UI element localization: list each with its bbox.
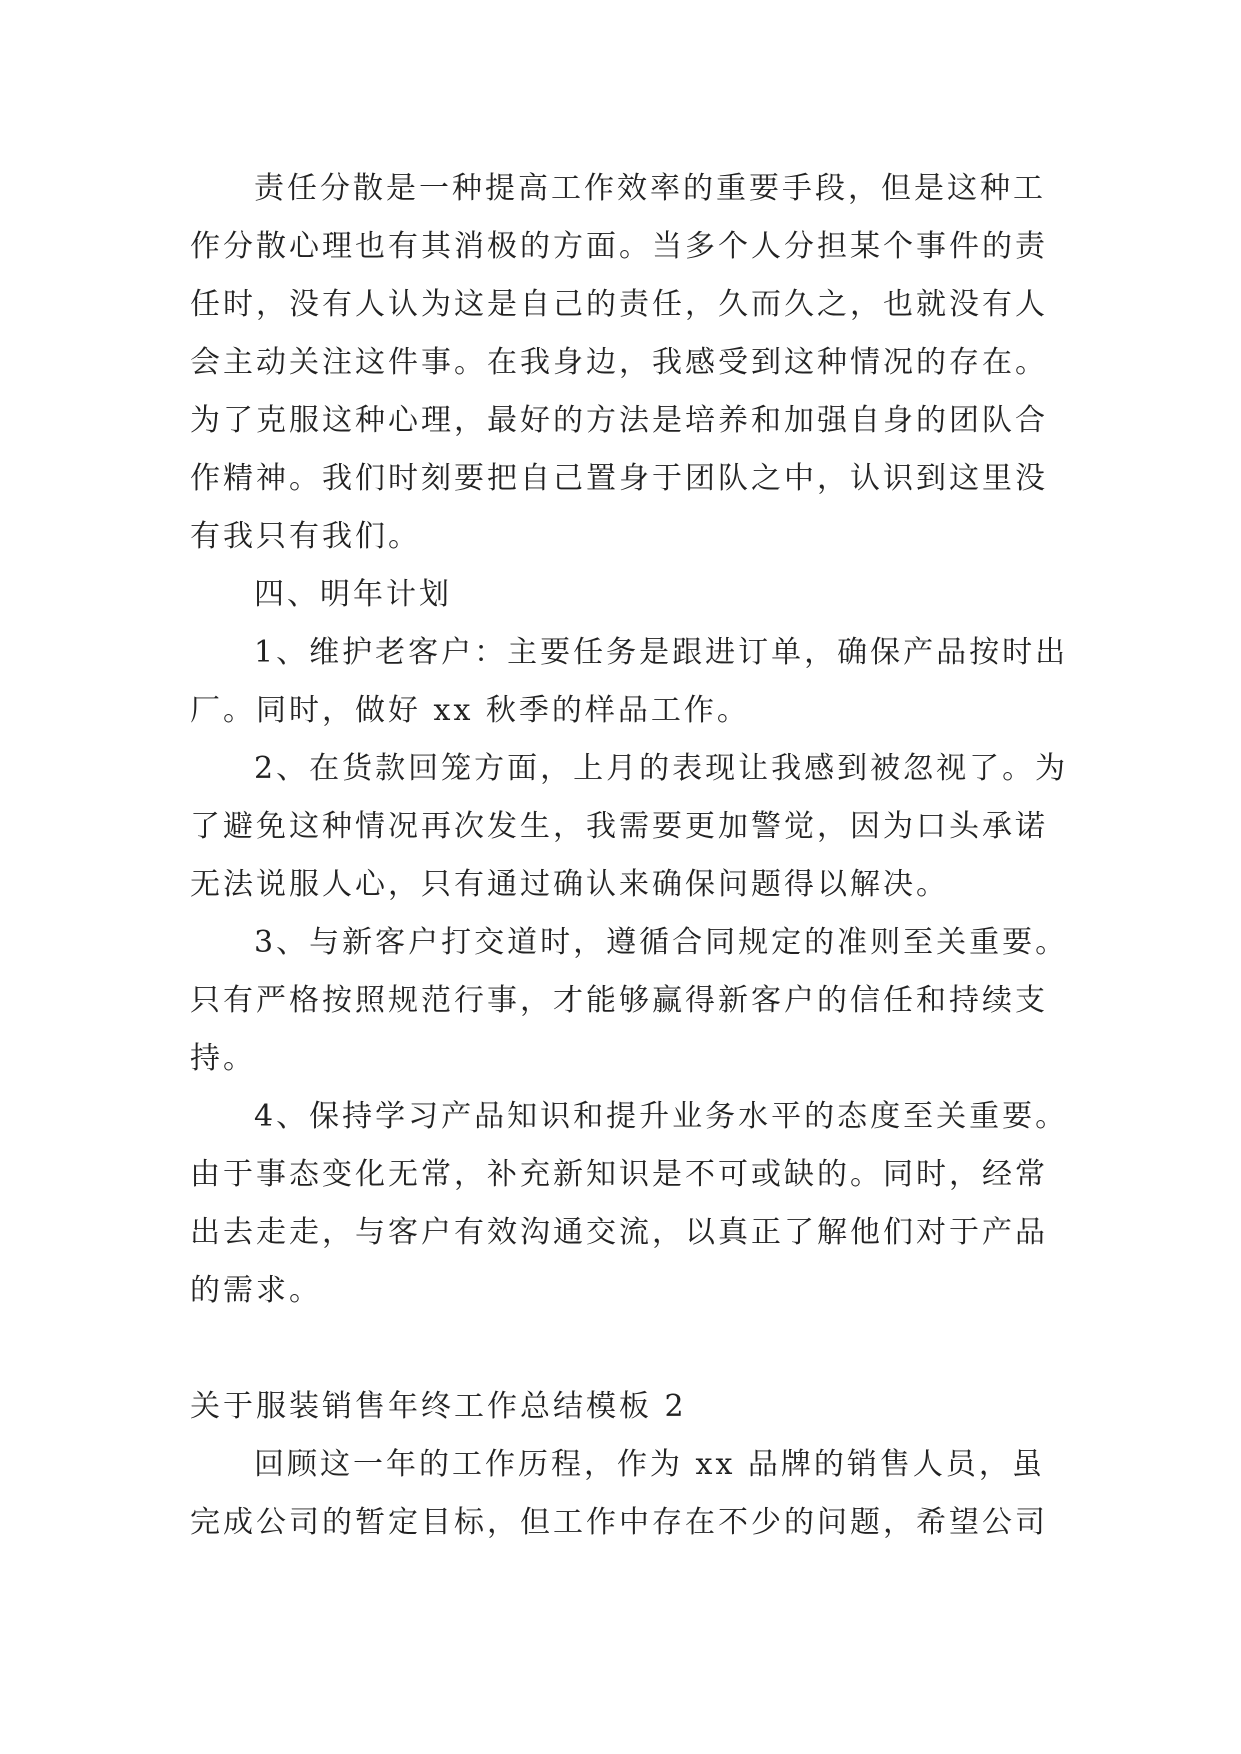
plan-item-1: 1、维护老客户：主要任务是跟进订单，确保产品按时出厂。同时，做好 xx 秋季的样品工作。 <box>190 635 1069 728</box>
paragraph-responsibility: 责任分散是一种提高工作效率的重要手段，但是这种工作分散心理也有其消极的方面。当多个人分担某个事件的责任时，没有人认为这是自己的责任，久而久之，也就没有人会主动关注这件事。在我身边，我感受到这种情况的存在。为了克服这种心理，最好的方法是培养和加强自身的团队合作精神。我们时刻要把自己置身于团队之中，认识到这里没有我只有我们。 <box>190 171 1048 554</box>
section-2-title: 关于服装销售年终工作总结模板 2 <box>190 1389 687 1424</box>
section-2-paragraph: 回顾这一年的工作历程，作为 xx 品牌的销售人员，虽完成公司的暂定目标，但工作中存在不少的问题，希望公司 <box>190 1447 1048 1540</box>
plan-item-2: 2、在货款回笼方面，上月的表现让我感到被忽视了。为了避免这种情况再次发生，我需要更加警觉，因为口头承诺无法说服人心，只有通过确认来确保问题得以解决。 <box>190 751 1069 902</box>
document-body <box>190 160 1070 1552</box>
plan-item-3: 3、与新客户打交道时，遵循合同规定的准则至关重要。只有严格按照规范行事，才能够赢得新客户的信任和持续支持。 <box>190 925 1069 1076</box>
plan-item-4: 4、保持学习产品知识和提升业务水平的态度至关重要。由于事态变化无常，补充新知识是不可或缺的。同时，经常出去走走，与客户有效沟通交流，以真正了解他们对于产品的需求。 <box>190 1099 1069 1308</box>
plan-heading: 四、明年计划 <box>254 577 452 612</box>
